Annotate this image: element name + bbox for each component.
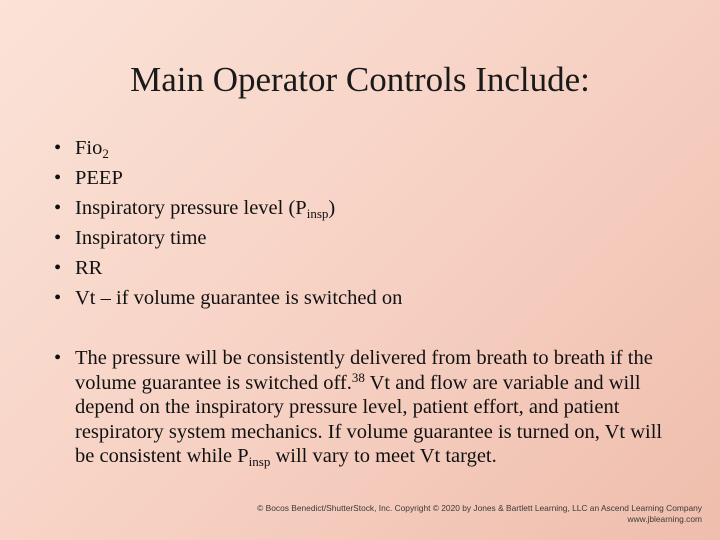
bullet-icon: •: [54, 347, 62, 369]
list-item-subscript: 2: [102, 146, 109, 161]
reference-superscript: 38: [351, 369, 365, 385]
list-item-text-after: ): [328, 197, 336, 219]
list-item-vt: [54, 283, 402, 313]
list-item-rr: [54, 253, 402, 283]
list-item-text: Inspiratory pressure level (P: [75, 197, 307, 219]
bullet-icon: •: [54, 227, 62, 249]
controls-list: [54, 133, 402, 313]
list-item-text: Vt – if volume guarantee is switched on: [75, 287, 403, 309]
bullet-icon: •: [54, 197, 62, 219]
paragraph-text-part2: Vt and flow are variable and will depend on the inspiratory pressure level, patient effort, and patient respiratory system mechanics. If volume guarantee is turned on, Vt will be consistent while P: [75, 371, 663, 467]
publisher-url: www.jblearning.com: [627, 514, 702, 524]
bullet-icon: •: [54, 287, 62, 309]
list-item-inspiratory-time: [54, 223, 402, 253]
explanation-paragraph: [54, 346, 674, 469]
paragraph-text-part3: will vary to meet Vt target.: [270, 445, 497, 467]
slide-title: Main Operator Controls Include:: [130, 60, 590, 99]
bullet-icon: •: [54, 137, 62, 159]
list-item-text: RR: [75, 257, 103, 279]
bullet-icon: •: [54, 257, 62, 279]
list-item-inspiratory-pressure: [54, 193, 402, 223]
paragraph-text-part1: The pressure will be consistently delivered from breath to breath if the volume guarantee is switched off.: [75, 347, 653, 394]
bullet-icon: •: [54, 167, 62, 189]
copyright-line: © Bocos Benedict/ShutterStock, Inc. Copyright © 2020 by Jones & Bartlett Learning, LLC an Ascend Learning Company: [257, 503, 702, 513]
list-item-text: Fio: [75, 137, 103, 159]
list-item-subscript: insp: [306, 206, 329, 221]
list-item-peep: [54, 163, 402, 193]
list-item-text: PEEP: [75, 167, 123, 189]
list-item-fio2: [54, 133, 402, 163]
paragraph-subscript: insp: [248, 454, 271, 469]
list-item-text: Inspiratory time: [75, 227, 207, 249]
copyright-notice: [257, 503, 702, 525]
